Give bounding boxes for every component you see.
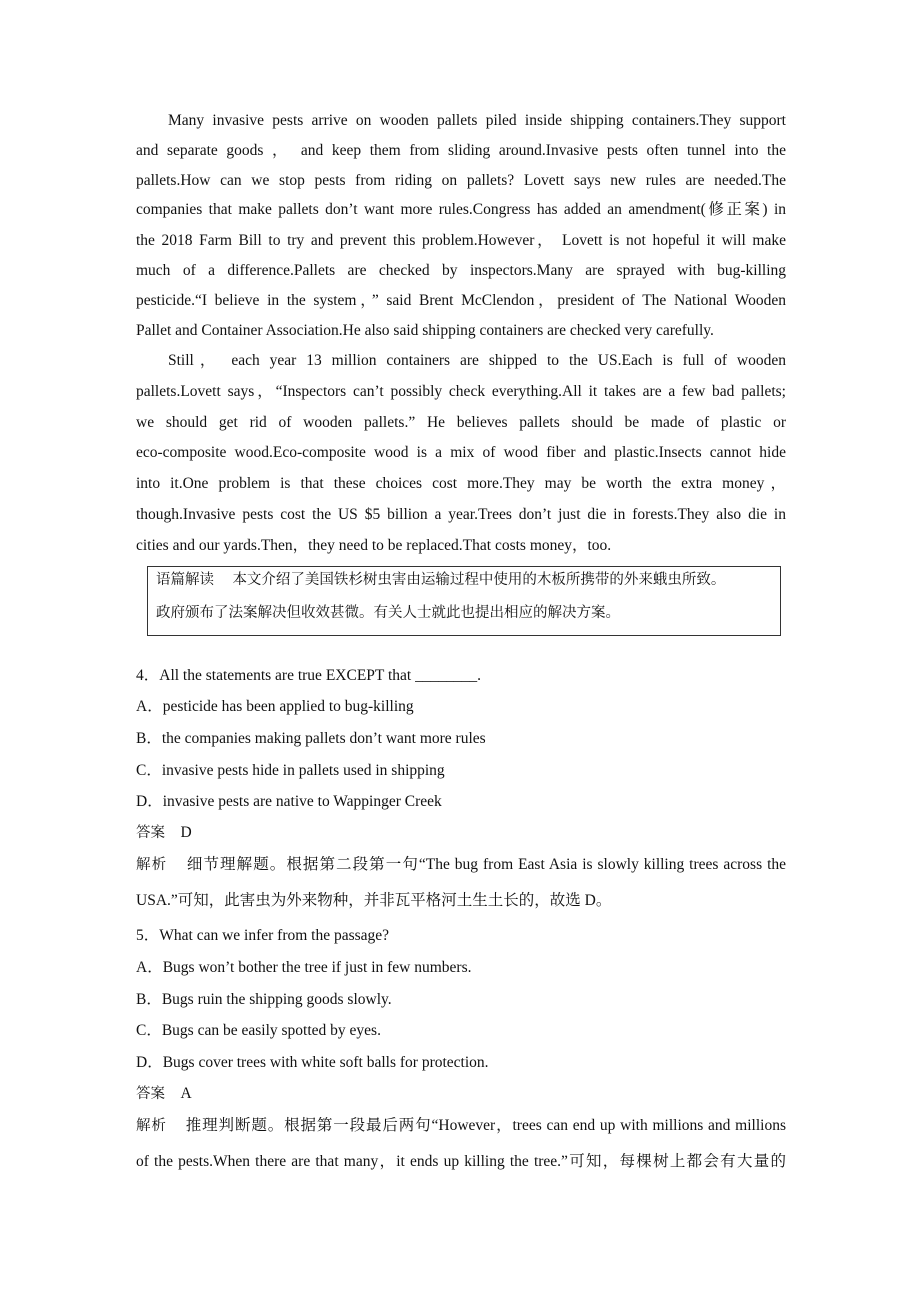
text-line: into it.One problem is that these choices cost more.They may be worth the extra money， bbox=[136, 475, 786, 492]
text-line: eco-composite wood.Eco-composite wood is a mix of wood fiber and plastic.Insects cannot hide bbox=[136, 444, 786, 461]
option: B．the companies making pallets don’t want more rules bbox=[136, 730, 486, 747]
option: A．pesticide has been applied to bug-killing bbox=[136, 698, 414, 715]
text-line: Still， each year 13 million containers are shipped to the US.Each is full of wooden bbox=[168, 352, 786, 369]
answer bbox=[136, 1084, 786, 1104]
answer-label: 答案 bbox=[136, 1086, 165, 1102]
answer-value: A bbox=[180, 1085, 192, 1102]
text-line: pesticide.“I believe in the system，” said Brent McClendon，president of The National Wooden bbox=[136, 292, 786, 309]
option: C．invasive pests hide in pallets used in shipping bbox=[136, 762, 445, 779]
summary-box bbox=[147, 566, 781, 636]
summary-line: 政府颁布了法案解决但收效甚微。有关人士就此也提出相应的解决方案。 bbox=[156, 605, 620, 621]
text-line: Pallet and Container Association.He also said shipping containers are checked very carefully. bbox=[136, 322, 714, 339]
analysis bbox=[136, 855, 786, 875]
option: D．invasive pests are native to Wappinger Creek bbox=[136, 793, 442, 810]
text-line: pallets.How can we stop pests from riding on pallets? Lovett says new rules are needed.The bbox=[136, 172, 786, 189]
analysis bbox=[136, 1116, 786, 1136]
summary-label: 语篇解读 bbox=[156, 572, 214, 588]
analysis-label: 解析 bbox=[136, 857, 168, 873]
text-line: we should get rid of wooden pallets.” He believes pallets should be made of plastic or bbox=[136, 414, 786, 431]
text-line: the 2018 Farm Bill to try and prevent this problem.However， Lovett is not hopeful it will make bbox=[136, 232, 786, 249]
option: C．Bugs can be easily spotted by eyes. bbox=[136, 1022, 381, 1039]
summary-text: 本文介绍了美国铁杉树虫害由运输过程中使用的木板所携带的外来蛾虫所致。 bbox=[232, 572, 726, 588]
option: B．Bugs ruin the shipping goods slowly. bbox=[136, 991, 392, 1008]
summary-line bbox=[156, 570, 776, 590]
option: A．Bugs won’t bother the tree if just in few numbers. bbox=[136, 959, 472, 976]
analysis-text: 细节理解题。根据第二段第一句“The bug from East Asia is slowly killing trees across the bbox=[186, 856, 787, 873]
text-line: companies that make pallets don’t want more rules.Congress has added an amendment(修正案) in bbox=[136, 201, 786, 218]
question-stem: 5．What can we infer from the passage? bbox=[136, 927, 390, 944]
analysis-label: 解析 bbox=[136, 1118, 167, 1134]
analysis-line: USA.”可知，此害虫为外来物种，并非瓦平格河土生土长的，故选 D。 bbox=[136, 892, 612, 909]
text-line: pallets.Lovett says，“Inspectors can’t possibly check everything.All it takes are a few bad pallets; bbox=[136, 383, 786, 400]
option: D．Bugs cover trees with white soft balls for protection. bbox=[136, 1054, 489, 1071]
text-line: and separate goods ， and keep them from sliding around.Invasive pests often tunnel into the bbox=[136, 142, 786, 159]
text-line: though.Invasive pests cost the US $5 billion a year.Trees don’t just die in forests.They also die in bbox=[136, 506, 786, 523]
analysis-line: of the pests.When there are that many，it ends up killing the tree.”可知，每棵树上都会有大量的 bbox=[136, 1153, 786, 1170]
answer-label: 答案 bbox=[136, 825, 165, 841]
text-line: much of a difference.Pallets are checked by inspectors.Many are sprayed with bug-killing bbox=[136, 262, 786, 279]
question-stem: 4．All the statements are true EXCEPT that ________. bbox=[136, 667, 481, 684]
text-line: Many invasive pests arrive on wooden pallets piled inside shipping containers.They support bbox=[168, 112, 786, 129]
answer bbox=[136, 823, 786, 843]
answer-value: D bbox=[180, 824, 192, 841]
analysis-text: 推理判断题。根据第一段最后两句“However，trees can end up with millions and millions bbox=[185, 1117, 786, 1134]
text-line: cities and our yards.Then，they need to be replaced.That costs money，too. bbox=[136, 537, 612, 554]
